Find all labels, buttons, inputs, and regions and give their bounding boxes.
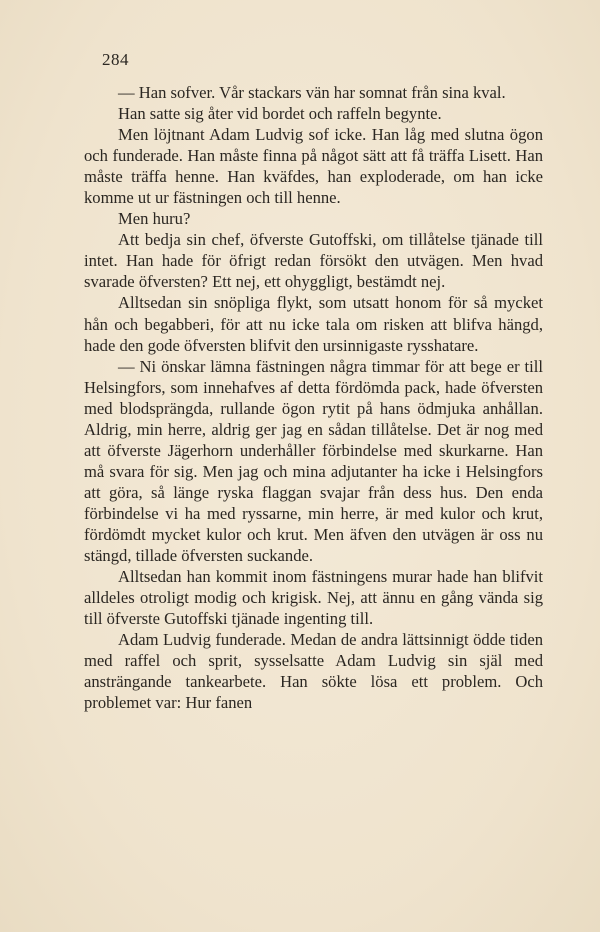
- page-number: 284: [102, 50, 129, 69]
- paragraph: Alltsedan han kommit inom fästningens murar hade han blifvit alldeles otroligt modig och krigisk. Nej, att ännu en gång vända sig till öfverste Gutoffski tjänade ingenting till.: [84, 567, 543, 629]
- paragraph: Men huru?: [118, 209, 191, 229]
- paragraph: Han satte sig åter vid bordet och raffeln begynte.: [118, 104, 442, 124]
- paragraph: — Han sofver. Vår stackars vän har somnat från sina kval.: [118, 83, 506, 102]
- paragraph: Att bedja sin chef, öfverste Gutoffski, om tillåtelse tjänade till intet. Han hade för öfrigt redan försökt den utvägen. Men hvad svarade öfversten? Ett nej, ett ohyggligt, bestämdt nej.: [84, 230, 543, 292]
- paragraph: — Ni önskar lämna fästningen några timmar för att bege er till Helsingfors, som innehafves af detta fördömda pack, hade öfversten med blodsprängda, rullande ögon rytit på hans ödmjuka anhållan. Aldrig, min herre, aldrig ger jag en sådan tillåtelse. Det är nog med att öfverste Jägerhorn underhåller förbindelse med skurkarne. Han må svara för sig. Men jag och mina adjutanter ha icke i Helsingfors att göra, så länge ryska flaggan svajar från dess hus. Den enda förbindelse vi ha med ryssarne, min herre, är med kulor och krut, fördömdt mycket kulor och krut. Men äfven den utvägen är oss nu stängd, tillade öfversten suckande.: [84, 356, 543, 566]
- paragraph: Men löjtnant Adam Ludvig sof icke. Han låg med slutna ögon och funderade. Han måste finna på något sätt att få träffa Lisett. Han måste träffa henne. Han kväfdes, han exploderade, om han icke komme ut ur fästningen och till henne.: [84, 125, 543, 208]
- body-text: [84, 82, 543, 713]
- paragraph: Alltsedan sin snöpliga flykt, som utsatt honom för så mycket hån och begabberi, för att nu icke tala om risken att blifva hängd, hade den gode öfversten blifvit den ursinnigaste rysshatare.: [84, 293, 543, 355]
- paragraph: Adam Ludvig funderade. Medan de andra lättsinnigt ödde tiden med raffel och sprit, sysselsatte Adam Ludvig sin själ med ansträngande tankearbete. Han sökte lösa ett problem. Och problemet var: Hur fanen: [84, 630, 543, 713]
